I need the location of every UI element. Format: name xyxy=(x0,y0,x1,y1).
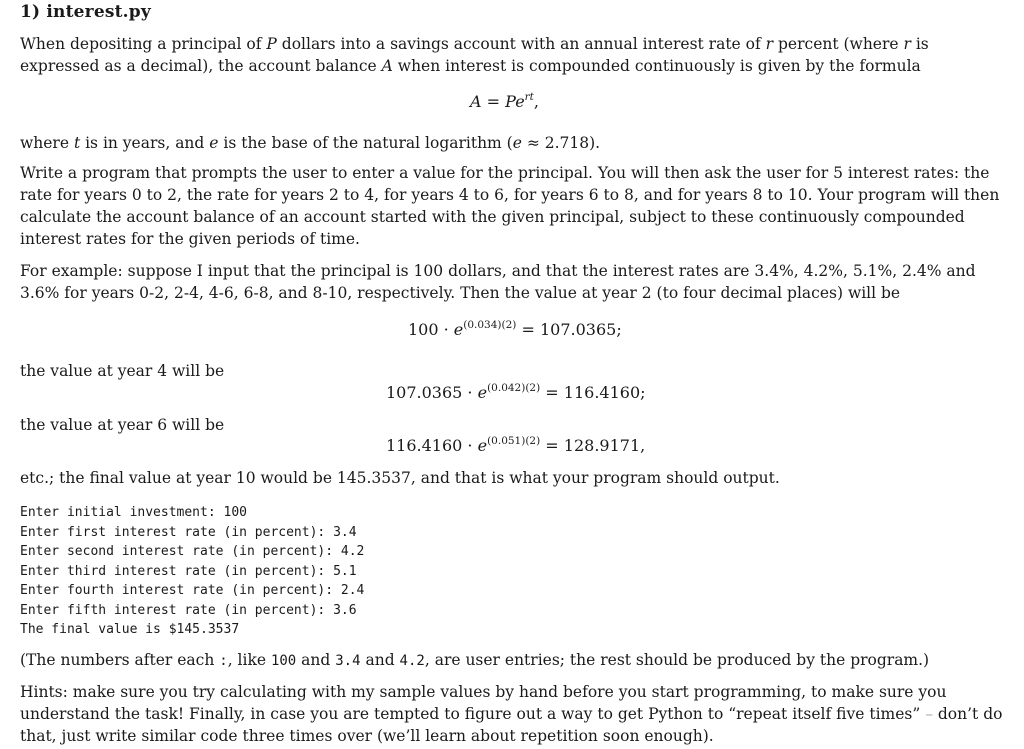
label-year-4: the value at year 4 will be xyxy=(20,362,225,380)
final-value-line: etc.; the final value at year 10 would be 145.3537, and that is what your program should output. xyxy=(20,469,780,487)
sample-run-line: Enter fourth interest rate (in percent): 2.4 xyxy=(20,583,365,598)
task-paragraph: Write a program that prompts the user to enter a value for the principal. You will then ask the user for 5 interest rates: the rate for years 0 to 2, the rate for years 2 to 4, for years 4 to 6, for years 6 to 8, and for years 8 to 10. Your program will then calculate the account balance of an account started with the given principal, subject to these continuously compounded interest rates for the given periods of time. xyxy=(20,164,1000,248)
calc-base: e xyxy=(477,436,488,455)
note-code: 100 xyxy=(270,653,297,669)
user-entries-note xyxy=(20,649,1005,672)
where-text: is in years, and xyxy=(80,134,210,152)
intro-text: dollars into a savings account with an annual interest rate of xyxy=(276,35,766,53)
intro-text: is expressed as a decimal), the account balance xyxy=(20,35,929,75)
calc-result: = 107.0365; xyxy=(516,320,622,339)
hints-paragraph xyxy=(20,681,1005,747)
formula-lhs: A xyxy=(470,92,482,111)
intro-paragraph xyxy=(20,33,1005,77)
where-text: is the base of the natural logarithm ( xyxy=(218,134,513,152)
sample-run-line: Enter second interest rate (in percent): 4.2 xyxy=(20,544,365,559)
var-r: r xyxy=(903,35,911,53)
calc-year-2 xyxy=(408,320,622,339)
example-paragraph: For example: suppose I input that the principal is 100 dollars, and that the interest rates are 3.4%, 4.2%, 5.1%, 2.4% and 3.6% for years 0-2, 2-4, 4-6, 6-8, and 8-10, respectively. Then the value at year 2 (to four decimal places) will be xyxy=(20,262,976,302)
where-text: ≈ 2.718). xyxy=(521,134,601,152)
var-r: r xyxy=(765,35,774,53)
intro-text: When depositing a principal of xyxy=(20,35,267,53)
var-e: e xyxy=(209,134,219,152)
sample-run-line: Enter fifth interest rate (in percent): 3.6 xyxy=(20,602,357,618)
note-text: (The numbers after each xyxy=(20,651,220,669)
note-text: and xyxy=(296,651,336,669)
where-paragraph xyxy=(20,132,1005,154)
hints-text: don’t do that, just write similar code three times over (we’ll learn about repetition soon enough). xyxy=(20,705,1003,745)
hints-text: Hints: make sure you try calculating with my sample values by hand before you start programming, to make sure you understand the task! Finally, in case you are tempted to figure out a way to get Python to “repeat itself five times” xyxy=(20,683,947,723)
main-formula xyxy=(470,92,539,111)
calc-exponent: (0.042)(2) xyxy=(487,382,541,394)
where-text: where xyxy=(20,134,74,152)
calc-lead: 107.0365 · xyxy=(386,383,478,402)
var-t: t xyxy=(73,134,81,152)
note-text: , like xyxy=(227,651,271,669)
calc-lead: 116.4160 · xyxy=(386,436,478,455)
note-text: , are user entries; the rest should be produced by the program.) xyxy=(424,651,930,669)
note-code: : xyxy=(219,653,228,669)
sample-run-line: The final value is $145.3537 xyxy=(20,622,240,637)
calc-exponent: (0.034)(2) xyxy=(463,319,517,331)
calc-exponent: (0.051)(2) xyxy=(487,435,541,447)
intro-text: percent (where xyxy=(773,35,904,53)
calc-lead: 100 · xyxy=(408,320,454,339)
intro-text: when interest is compounded continuously is given by the formula xyxy=(392,57,921,75)
calc-base: e xyxy=(477,383,488,402)
page-title: 1) interest.py xyxy=(20,2,151,22)
var-a: A xyxy=(381,57,393,75)
var-e: e xyxy=(512,134,522,152)
formula-equals: = xyxy=(481,92,506,111)
calc-result: = 128.9171, xyxy=(540,436,646,455)
label-year-6: the value at year 6 will be xyxy=(20,416,225,434)
calc-result: = 116.4160; xyxy=(540,383,646,402)
note-code: 4.2 xyxy=(399,653,425,669)
formula-base: Pe xyxy=(505,92,525,111)
hints-dash: – xyxy=(925,705,933,723)
sample-run-line: Enter initial investment: 100 xyxy=(20,505,247,520)
var-p: P xyxy=(266,35,277,53)
sample-run-output xyxy=(20,503,364,640)
calc-year-4 xyxy=(386,383,646,402)
calc-year-6 xyxy=(386,436,645,455)
note-text: and xyxy=(360,651,400,669)
sample-run-line: Enter third interest rate (in percent): 5.1 xyxy=(20,563,357,579)
sample-run-line: Enter first interest rate (in percent): 3.4 xyxy=(20,524,357,540)
formula-trail: , xyxy=(533,92,539,111)
note-code: 3.4 xyxy=(335,653,361,669)
calc-base: e xyxy=(453,320,464,339)
formula-exponent: rt xyxy=(524,91,534,103)
